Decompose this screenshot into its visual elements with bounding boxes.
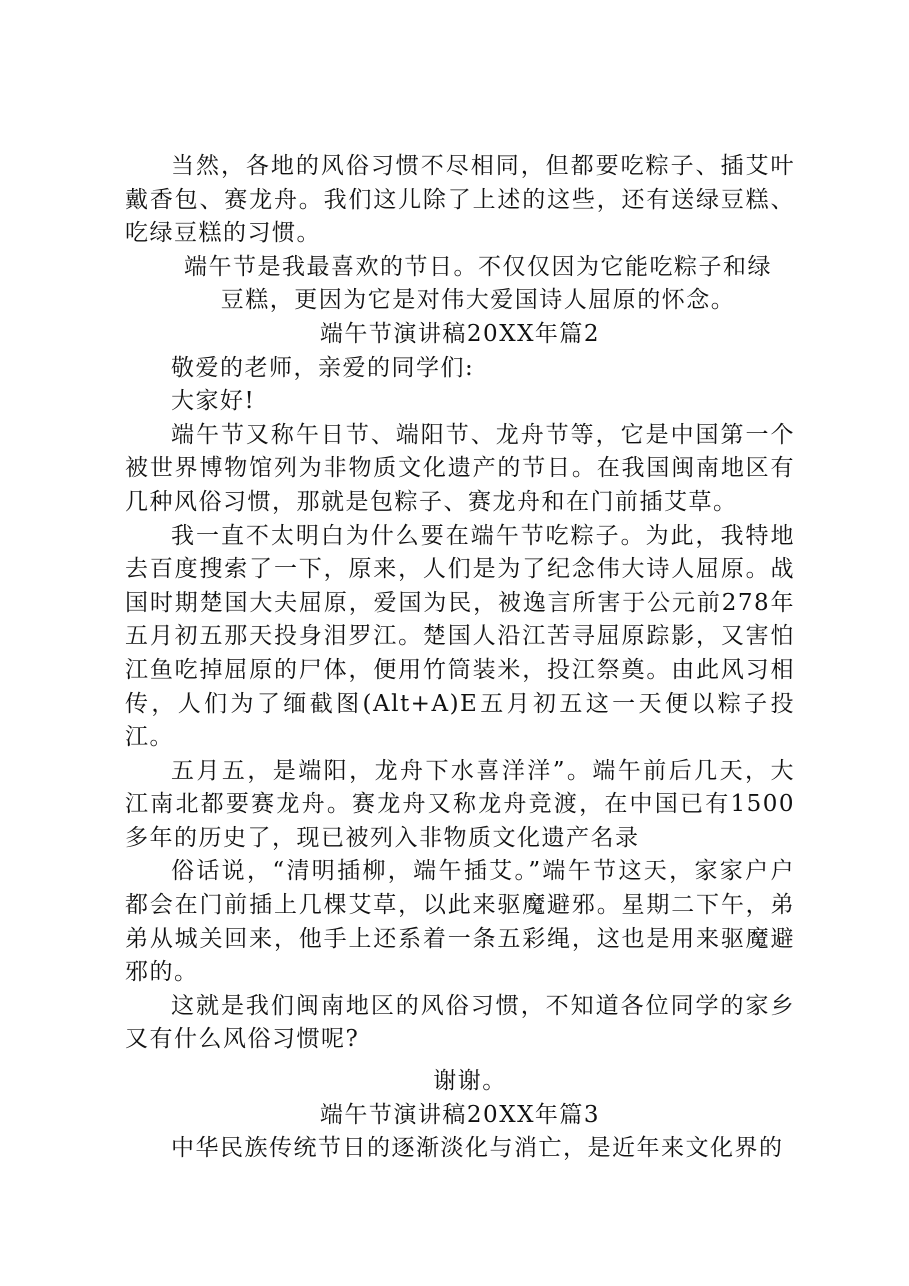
paragraph-festival-names: 端午节又称午日节、端阳节、龙舟节等，它是中国第一个被世界博物馆列为非物质文化遗产的节日。在我国闽南地区有几种风俗习惯，那就是包粽子、赛龙舟和在门前插艾草。 [125, 421, 795, 515]
document-body [125, 150, 795, 1166]
paragraph-favorite-festival: 端午节是我最喜欢的节日。不仅仅因为它能吃粽子和绿豆糕，更因为它是对伟大爱国诗人屈原的怀念。 [184, 253, 772, 314]
section-heading-part3: 端午节演讲稿20XX年篇3 [319, 1101, 601, 1128]
greeting: 大家好! [171, 388, 256, 415]
paragraph-closing-question: 这就是我们闽南地区的风俗习惯，不知道各位同学的家乡又有什么风俗习惯呢? [125, 992, 795, 1053]
section-heading-part2: 端午节演讲稿20XX年篇2 [319, 320, 601, 347]
paragraph-mugwort: 俗话说，“清明插柳，端午插艾。”端午节这天，家家户户都会在门前插上几棵艾草，以此来驱魔避邪。星期二下午，弟弟从城关回来，他手上还系着一条五彩绳，这也是用来驱魔避邪的。 [125, 858, 795, 986]
paragraph-qu-yuan: 我一直不太明白为什么要在端午节吃粽子。为此，我特地去百度搜索了一下，原来，人们是为了纪念伟大诗人屈原。战国时期楚国大夫屈原，爱国为民，被逸言所害于公元前278年五月初五那天投身泪罗江。楚国人沿江苦寻屈原踪影，又害怕江鱼吃掉屈原的尸体，便用竹筒装米，投江祭奠。由此风习相传，人们为了缅截图(Alt+A)E五月初五这一天便以粽子投江。 [125, 522, 795, 751]
thanks-line: 谢谢。 [433, 1068, 507, 1095]
salutation: 敬爱的老师，亲爱的同学们: [171, 354, 475, 381]
paragraph-dragon-boat: 五月五，是端阳，龙舟下水喜洋洋”。端午前后几天，大江南北都要赛龙舟。赛龙舟又称龙舟竞渡，在中国已有1500多年的历史了，现已被列入非物质文化遗产名录 [125, 757, 795, 851]
paragraph-traditional-festivals: 中华民族传统节日的逐渐淡化与消亡，是近年来文化界的 [171, 1135, 784, 1162]
paragraph-customs: 当然，各地的风俗习惯不尽相同，但都要吃粽子、插艾叶戴香包、赛龙舟。我们这儿除了上述的这些，还有送绿豆糕、吃绿豆糕的习惯。 [125, 153, 795, 247]
